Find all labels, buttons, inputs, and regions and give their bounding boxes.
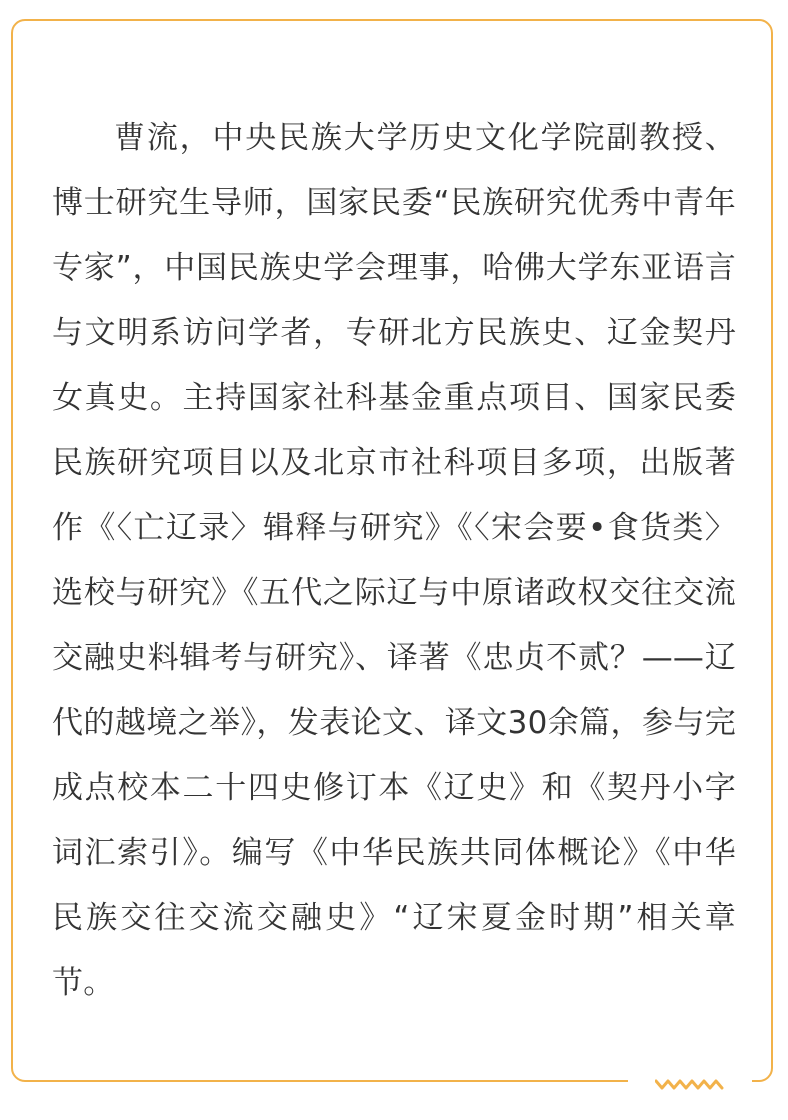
bio-paragraph: 曹流，中央民族大学历史文化学院副教授、博士研究生导师，国家民委“民族研究优秀中青年专家”，中国民族史学会理事，哈佛大学东亚语言与文明系访问学者，专研北方民族史、辽金契丹女真史。主持国家社科基金重点项目、国家民委民族研究项目以及北京市社科项目多项，出版著作《〈亡辽录〉辑释与研究》《〈宋会要•食货类〉选校与研究》《五代之际辽与中原诸政权交往交流交融史料辑考与研究》、译著《忠贞不贰？——辽代的越境之举》，发表论文、译文30余篇，参与完成点校本二十四史修订本《辽史》和《契丹小字词汇索引》。编写《中华民族共同体概论》《中华民族交往交流交融史》“辽宋夏金时期”相关章节。 xyxy=(52,120,736,1001)
zigzag-wave-icon xyxy=(655,1077,725,1091)
